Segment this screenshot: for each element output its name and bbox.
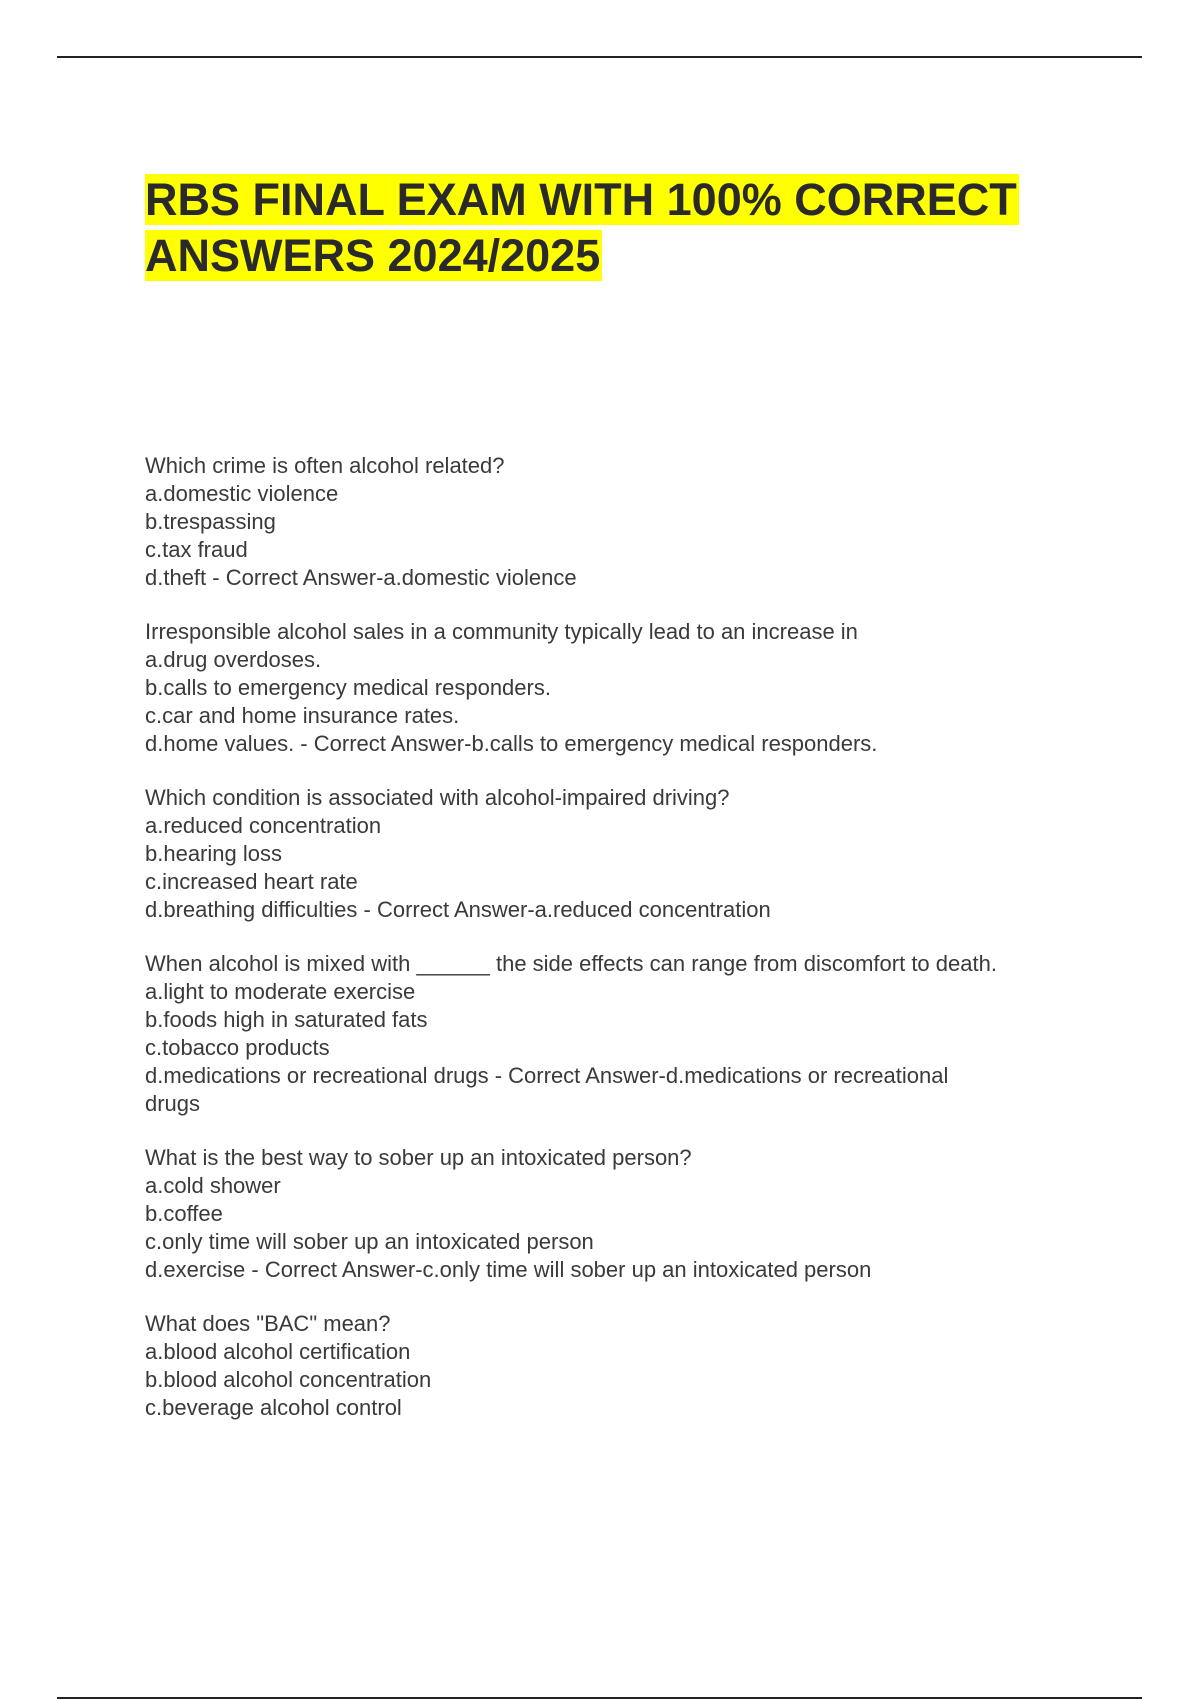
question-block-2 [145, 618, 1105, 758]
answer-option: c.beverage alcohol control [145, 1395, 402, 1420]
question-text: Which crime is often alcohol related? [145, 453, 505, 478]
question-text: What does "BAC" mean? [145, 1311, 391, 1336]
answer-option: b.blood alcohol concentration [145, 1367, 432, 1392]
answer-option: b.trespassing [145, 509, 276, 534]
question-text: Which condition is associated with alcohol-impaired driving? [145, 785, 730, 810]
answer-option: c.car and home insurance rates. [145, 703, 460, 728]
footer-rule [57, 1697, 1142, 1699]
answer-option: a.reduced concentration [145, 813, 382, 838]
question-block-1 [145, 452, 1105, 592]
answer-option: b.foods high in saturated fats [145, 1007, 428, 1032]
question-list [145, 452, 1105, 1448]
answer-option: b.calls to emergency medical responders. [145, 675, 551, 700]
answer-option-with-correct-answer: d.exercise - Correct Answer-c.only time will sober up an intoxicated person [145, 1257, 872, 1282]
question-text: What is the best way to sober up an intoxicated person? [145, 1145, 692, 1170]
answer-option: a.light to moderate exercise [145, 979, 416, 1004]
answer-option: a.blood alcohol certification [145, 1339, 411, 1364]
question-block-4 [145, 950, 1105, 1118]
answer-option-with-correct-answer: d.breathing difficulties - Correct Answer-a.reduced concentration [145, 897, 771, 922]
question-text: Irresponsible alcohol sales in a community typically lead to an increase in [145, 619, 858, 644]
answer-option-with-correct-answer: d.home values. - Correct Answer-b.calls to emergency medical responders. [145, 731, 878, 756]
answer-option: a.drug overdoses. [145, 647, 322, 672]
answer-option: a.cold shower [145, 1173, 281, 1198]
header-rule [57, 56, 1142, 58]
question-block-3 [145, 784, 1105, 924]
answer-option: c.tobacco products [145, 1035, 330, 1060]
answer-option: c.only time will sober up an intoxicated person [145, 1229, 594, 1254]
answer-option: c.tax fraud [145, 537, 248, 562]
title-line-1: RBS FINAL EXAM WITH 100% CORRECT [145, 174, 1017, 225]
answer-option-with-correct-answer: d.medications or recreational drugs - Correct Answer-d.medications or recreational [145, 1063, 949, 1088]
answer-continuation: drugs [145, 1091, 201, 1116]
answer-option: b.hearing loss [145, 841, 282, 866]
question-block-6 [145, 1310, 1105, 1422]
answer-option-with-correct-answer: d.theft - Correct Answer-a.domestic violence [145, 565, 577, 590]
title-line-2: ANSWERS 2024/2025 [145, 230, 601, 281]
question-block-5 [145, 1144, 1105, 1284]
answer-option: c.increased heart rate [145, 869, 358, 894]
document-title [145, 172, 1105, 284]
question-text: When alcohol is mixed with ______ the side effects can range from discomfort to death. [145, 951, 997, 976]
answer-option: b.coffee [145, 1201, 223, 1226]
answer-option: a.domestic violence [145, 481, 339, 506]
